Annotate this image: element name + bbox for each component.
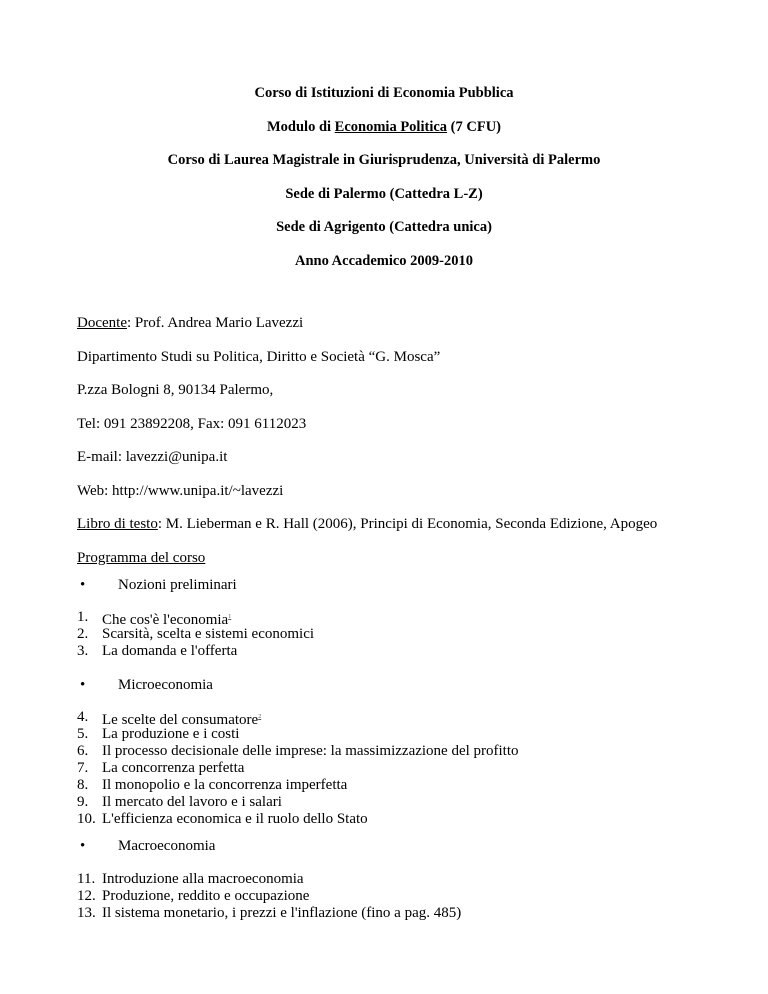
- bullet-icon: •: [80, 577, 86, 593]
- item-number: 1.: [77, 609, 89, 625]
- phone-line: Tel: 091 23892208, Fax: 091 6112023: [77, 416, 307, 432]
- docente-value: : Prof. Andrea Mario Lavezzi: [126, 315, 304, 331]
- section-title: Microeconomia: [118, 677, 213, 693]
- web-line[interactable]: Web: http://www.unipa.it/~lavezzi: [77, 483, 284, 499]
- item-number: 11.: [77, 871, 96, 887]
- program-label: Programma del corso: [77, 550, 206, 566]
- item-text: Il mercato del lavoro e i salari: [102, 794, 282, 810]
- module-suffix: (7 CFU): [447, 119, 502, 135]
- item-text: Le scelte del consumatore$^2$: [102, 712, 262, 728]
- academic-year: Anno Accademico 2009-2010: [294, 253, 473, 269]
- docente-line: [77, 314, 303, 332]
- sede-palermo: Sede di Palermo (Cattedra L-Z): [285, 186, 483, 202]
- item-text: Che cos'è l'economia$^1$: [102, 612, 232, 628]
- item-text: Il processo decisionale delle imprese: la massimizzazione del profitto: [102, 743, 519, 759]
- item-number: 8.: [77, 777, 89, 793]
- sede-agrigento: Sede di Agrigento (Cattedra unica): [276, 219, 492, 235]
- item-text: Il sistema monetario, i prezzi e l'inflazione (fino a pag. 485): [102, 905, 462, 921]
- item-text: Produzione, reddito e occupazione: [102, 888, 310, 904]
- bullet-icon: •: [80, 677, 86, 693]
- footnote-link[interactable]: 2: [258, 714, 262, 720]
- item-number: 5.: [77, 726, 89, 742]
- item-number: 6.: [77, 743, 89, 759]
- textbook-line: [77, 515, 657, 533]
- economia-politica-link[interactable]: Economia Politica: [334, 119, 448, 135]
- item-text: Il monopolio e la concorrenza imperfetta: [102, 777, 348, 793]
- degree-line: Corso di Laurea Magistrale in Giurisprudenza, Università di Palermo: [167, 152, 601, 168]
- item-number: 12.: [77, 888, 96, 904]
- textbook-label: Libro di testo: [77, 516, 158, 532]
- item-number: 4.: [77, 709, 89, 725]
- dipartimento-line: Dipartimento Studi su Politica, Diritto e Società “G. Mosca”: [77, 349, 441, 365]
- item-text: La produzione e i costi: [102, 726, 240, 742]
- section-title: Nozioni preliminari: [118, 577, 237, 593]
- item-text: La domanda e l'offerta: [102, 643, 238, 659]
- item-number: 13.: [77, 905, 96, 921]
- item-text: Introduzione alla macroeconomia: [102, 871, 304, 887]
- item-text: Scarsità, scelta e sistemi economici: [102, 626, 315, 642]
- module-title: [0, 118, 768, 136]
- item-number: 3.: [77, 643, 89, 659]
- item-number: 9.: [77, 794, 89, 810]
- footnote-link[interactable]: 1: [228, 614, 232, 620]
- docente-label: Docente: [77, 315, 127, 331]
- section-title: Macroeconomia: [118, 838, 216, 854]
- course-title: Corso di Istituzioni di Economia Pubblica: [254, 85, 514, 101]
- email-line[interactable]: E-mail: lavezzi@unipa.it: [77, 449, 228, 465]
- program-heading: [77, 549, 205, 567]
- item-number: 7.: [77, 760, 89, 776]
- module-prefix: Modulo di: [266, 119, 335, 135]
- item-number: 2.: [77, 626, 89, 642]
- item-number: 10.: [77, 811, 96, 827]
- item-text: La concorrenza perfetta: [102, 760, 245, 776]
- address-line: P.zza Bologni 8, 90134 Palermo,: [77, 382, 274, 398]
- item-text: L'efficienza economica e il ruolo dello Stato: [102, 811, 368, 827]
- textbook-value: : M. Lieberman e R. Hall (2006), Principi di Economia, Seconda Edizione, Apogeo: [157, 516, 658, 532]
- bullet-icon: •: [80, 838, 86, 854]
